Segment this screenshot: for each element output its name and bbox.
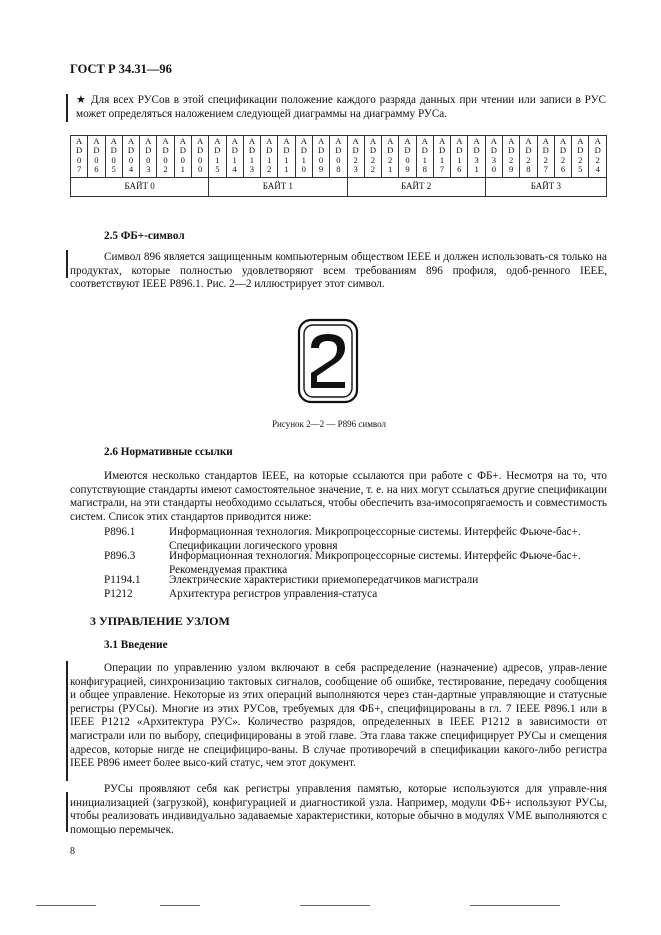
bit-char: D (490, 145, 497, 156)
bit-char: 7 (439, 164, 445, 175)
bit-char: D (577, 145, 584, 156)
bit-char: 9 (318, 164, 324, 175)
bit-cell (347, 136, 364, 178)
bit-char: А (266, 136, 273, 146)
bit-char: 0 (76, 154, 82, 165)
bit-cell (589, 136, 607, 178)
section-heading-2-6: 2.6 Нормативные ссылки (104, 446, 233, 458)
bit-char: 2 (526, 154, 531, 165)
bit-cell (88, 136, 105, 178)
bit-char: А (162, 136, 169, 146)
bit-char: 0 (405, 154, 410, 165)
bit-char: 2 (388, 154, 393, 165)
bit-char: А (525, 136, 532, 146)
section-3-1-paragraph-2: РУСы проявляют себя как регистры управления памятью, которые используются для управле-ния инициализацией (загрузкой), конфигурацией и диагностикой узла. Например, модули ФБ+ используют РУСы, чтобы реализовать индивидуально задаваемые характеристики, которые обычно в модулях VME выполняются с помощью перемычек. (70, 783, 607, 836)
document-header: ГОСТ Р 34.31—96 (70, 62, 172, 76)
bit-char: 1 (388, 164, 393, 175)
bit-cell (209, 136, 226, 178)
bit-char: А (110, 136, 117, 146)
bit-char: А (300, 136, 307, 146)
bit-cell (105, 136, 122, 178)
bit-cell (416, 136, 433, 178)
bit-cell (140, 136, 157, 178)
bit-char: 3 (249, 164, 255, 175)
bit-char: D (387, 145, 394, 156)
bit-char: А (317, 136, 325, 146)
bit-char: D (335, 145, 342, 156)
section-3-1-paragraph-1: Операции по управлению узлом включают в себя распределение (назначение) адресов, управ-ление конфигурацией, синхронизацию тактовых сигналов, сообщение об ошибке, тестирование, передачу сообщения и общее управление. Некоторые из этих операций выполняются через стан-дартные управляющие и статусные регистры (РУСы). Многие из этих РУСов, требуемых для ФБ+, специфицированы в гл. 7 IEEE P896.1 или в IEEE P1212 «Архитектура РУС». Количество разрядов, определенных в IEEE P1212 в зависимости от магистрали или по выбору, специфицированы в этой главе. Эта глава также специфицирует РУСы и смещения адресов, которые нигде не специфициро-ваны. В случае противоречий в спецификации какого-либо регистра IEEE P896 имеет более высо-кий статус, чем этот документ. (70, 662, 607, 770)
bit-cell (433, 136, 450, 178)
note-paragraph: ★ Для всех РУСов в этой спецификации положение каждого разряда данных при чтении или записи в РУС может определяться наложением следующей диаграммы на диаграмму РУСа. (76, 94, 606, 120)
bit-char: А (404, 136, 411, 146)
bit-char: А (508, 136, 515, 146)
p896-symbol-logo (297, 318, 359, 404)
bit-cell (554, 136, 571, 178)
bit-char: А (127, 136, 135, 146)
bit-char: 0 (128, 154, 134, 165)
scan-artifact-line (300, 905, 370, 906)
bit-char: 6 (457, 164, 462, 175)
bit-char: 1 (284, 154, 289, 165)
bit-char: А (438, 136, 446, 146)
change-bar (66, 94, 68, 122)
bit-char: 0 (318, 154, 324, 165)
bit-char: А (594, 136, 601, 146)
bit-char: 3 (491, 154, 497, 165)
bit-cell (330, 136, 347, 178)
bit-cell (191, 136, 208, 178)
bit-char: 1 (249, 154, 255, 165)
bit-char: А (231, 136, 238, 146)
bit-cell (122, 136, 139, 178)
bit-char: D (352, 145, 359, 156)
scan-artifact-line (36, 905, 96, 906)
bit-char: D (93, 145, 100, 156)
bit-char: 5 (578, 164, 583, 175)
bit-char: 8 (526, 164, 531, 175)
bit-char: D (473, 145, 480, 156)
bit-cell (71, 136, 88, 178)
bit-char: D (525, 145, 532, 156)
bit-char: 7 (76, 164, 82, 175)
byte-cell: БАЙТ 0 (71, 177, 209, 196)
bit-char: D (300, 145, 307, 156)
bit-cell (468, 136, 485, 178)
bit-cell (503, 136, 520, 178)
bit-char: D (179, 145, 186, 156)
bit-cell (174, 136, 191, 178)
section-heading-2-5: 2.5 ФБ+-символ (104, 230, 185, 242)
bit-char: 1 (215, 154, 220, 165)
bit-cell (226, 136, 243, 178)
bit-char: D (438, 145, 446, 156)
bit-char: 1 (267, 154, 272, 165)
reference-code: Р896.3 (104, 550, 136, 562)
bit-char: А (283, 136, 290, 146)
bit-char: 0 (491, 164, 497, 175)
bit-cell (261, 136, 278, 178)
bit-char: А (369, 136, 377, 146)
bit-cell (278, 136, 295, 178)
reference-description: Электрические характеристики приемопередатчиков магистрали (169, 574, 479, 586)
bit-char: А (145, 136, 152, 146)
bit-char: 0 (146, 154, 151, 165)
bit-char: 1 (301, 154, 306, 165)
bit-char: 1 (284, 164, 289, 175)
bit-char: D (594, 145, 601, 156)
bit-char: 4 (232, 164, 237, 175)
bit-char: D (197, 145, 204, 156)
bit-char: 2 (543, 154, 548, 165)
bit-char: А (490, 136, 497, 146)
bit-char: А (577, 136, 584, 146)
bit-char: D (127, 145, 135, 156)
bit-char: D (162, 145, 169, 156)
bit-char: D (248, 145, 256, 156)
bit-char: D (559, 145, 567, 156)
change-bar (66, 792, 68, 832)
bit-char: 5 (215, 164, 220, 175)
reference-code: Р896.1 (104, 526, 136, 538)
scan-artifact-line (160, 905, 200, 906)
bit-char: А (542, 136, 549, 146)
bit-cell (364, 136, 381, 178)
bit-char: А (214, 136, 221, 146)
bit-char: 3 (474, 154, 479, 165)
figure-caption: Рисунок 2—2 — Р896 символ (272, 419, 386, 429)
bit-char: А (93, 136, 100, 146)
byte-cell: БАЙТ 3 (485, 177, 606, 196)
bit-char: 2 (509, 154, 514, 165)
bit-char: D (145, 145, 152, 156)
bit-char: А (197, 136, 204, 146)
bit-char: 2 (353, 154, 358, 165)
bit-char: 1 (180, 164, 185, 175)
bit-char: 2 (163, 164, 168, 175)
bit-char: 4 (595, 164, 600, 175)
bit-char: 0 (197, 164, 203, 175)
bit-cell (382, 136, 399, 178)
byte-cell: БАЙТ 1 (209, 177, 347, 196)
bit-char: D (421, 145, 428, 156)
section-heading-3-1: 3.1 Введение (104, 639, 168, 651)
bit-char: А (387, 136, 394, 146)
bit-char: 1 (474, 164, 479, 175)
reference-description: Информационная технология. Микропроцессорные системы. Интерфейс Фьюче-бас+. Спецификации логического уровня (169, 526, 581, 552)
bit-char: 6 (94, 164, 99, 175)
bit-char: А (352, 136, 359, 146)
bit-char: 0 (94, 154, 99, 165)
bit-char: 8 (336, 164, 341, 175)
reference-code: Р1212 (104, 588, 133, 600)
bit-char: 0 (336, 154, 341, 165)
bit-char: 9 (405, 164, 410, 175)
bit-char: 0 (180, 154, 185, 165)
bit-char: 7 (543, 164, 548, 175)
bit-char: 3 (353, 164, 358, 175)
bit-char: D (266, 145, 273, 156)
bit-char: 1 (439, 154, 445, 165)
bit-char: 0 (301, 164, 306, 175)
bit-char: А (473, 136, 480, 146)
bit-char: D (214, 145, 221, 156)
bit-cell (312, 136, 329, 178)
bit-cell (572, 136, 589, 178)
bit-cell (537, 136, 554, 178)
bit-char: D (404, 145, 411, 156)
bit-char: D (456, 145, 463, 156)
bit-char: 2 (370, 154, 376, 165)
bit-char: 2 (370, 164, 376, 175)
bit-cell (485, 136, 502, 178)
change-bar (66, 250, 68, 278)
bit-char: 2 (560, 154, 566, 165)
bit-char: А (76, 136, 83, 146)
bit-char: D (283, 145, 290, 156)
bit-char: 6 (560, 164, 566, 175)
bit-char: А (456, 136, 463, 146)
byte-cell: БАЙТ 2 (347, 177, 485, 196)
bit-char: 1 (232, 154, 237, 165)
bit-char: D (369, 145, 377, 156)
bit-char: D (542, 145, 549, 156)
reference-code: Р1194.1 (104, 574, 141, 586)
bit-cell (399, 136, 416, 178)
bit-char: 2 (578, 154, 583, 165)
bit-char: 8 (422, 164, 427, 175)
bit-cell (520, 136, 537, 178)
bit-char: 4 (128, 164, 134, 175)
bit-char: D (76, 145, 83, 156)
bit-char: 2 (595, 154, 600, 165)
bit-char: 1 (422, 154, 427, 165)
bit-char: А (335, 136, 342, 146)
bit-char: А (421, 136, 428, 146)
change-bar (66, 661, 68, 781)
bit-char: D (110, 145, 117, 156)
bit-cell (157, 136, 174, 178)
bit-char: 0 (111, 154, 116, 165)
section-2-5-text: Символ 896 является защищенным компьютерным обществом IEEE и должен использовать-ся только на продуктах, которые полностью удовлетворяют всем требованиям 896 профиля, одоб-ренного IEEE, соответствуют IEEE P896.1. Рис. 2—2 иллюстрирует этот символ. (70, 251, 607, 291)
bit-char: А (559, 136, 567, 146)
scan-artifact-line (470, 905, 560, 906)
bit-diagram-table (70, 135, 607, 197)
bit-char: 9 (509, 164, 514, 175)
bit-char: 1 (457, 154, 462, 165)
bit-char: D (231, 145, 238, 156)
page-number: 8 (70, 846, 75, 857)
bit-cell (295, 136, 312, 178)
bit-char: 0 (197, 154, 203, 165)
bit-cell (243, 136, 260, 178)
section-heading-3: 3 УПРАВЛЕНИЕ УЗЛОМ (90, 614, 230, 628)
bit-char: 2 (267, 164, 272, 175)
bit-row (71, 136, 607, 178)
bit-char: А (248, 136, 256, 146)
bit-char: D (508, 145, 515, 156)
bit-char: 0 (163, 154, 168, 165)
bit-char: D (317, 145, 325, 156)
reference-description: Архитектура регистров управления-статуса (169, 588, 378, 600)
bit-char: 5 (111, 164, 116, 175)
bit-cell (451, 136, 468, 178)
byte-row (71, 177, 607, 196)
bit-char: А (179, 136, 186, 146)
section-2-6-text: Имеются несколько стандартов IEEE, на которые ссылаются при работе с ФБ+. Несмотря на то, что сопутствующие стандарты имеют самостоятельное значение, т. е. на них могут ссылаться другие спецификации магистрали, на эти стандарты необходимо ссылаться, чтобы обеспечить вза-имосопрягаемость и совместимость систем. Список этих стандартов приводится ниже: (70, 470, 607, 523)
reference-list (104, 526, 607, 606)
reference-description: Информационная технология. Микропроцессорные системы. Интерфейс Фьюче-бас+. Рекомендуемая практика (169, 550, 581, 576)
bit-char: 3 (146, 164, 151, 175)
